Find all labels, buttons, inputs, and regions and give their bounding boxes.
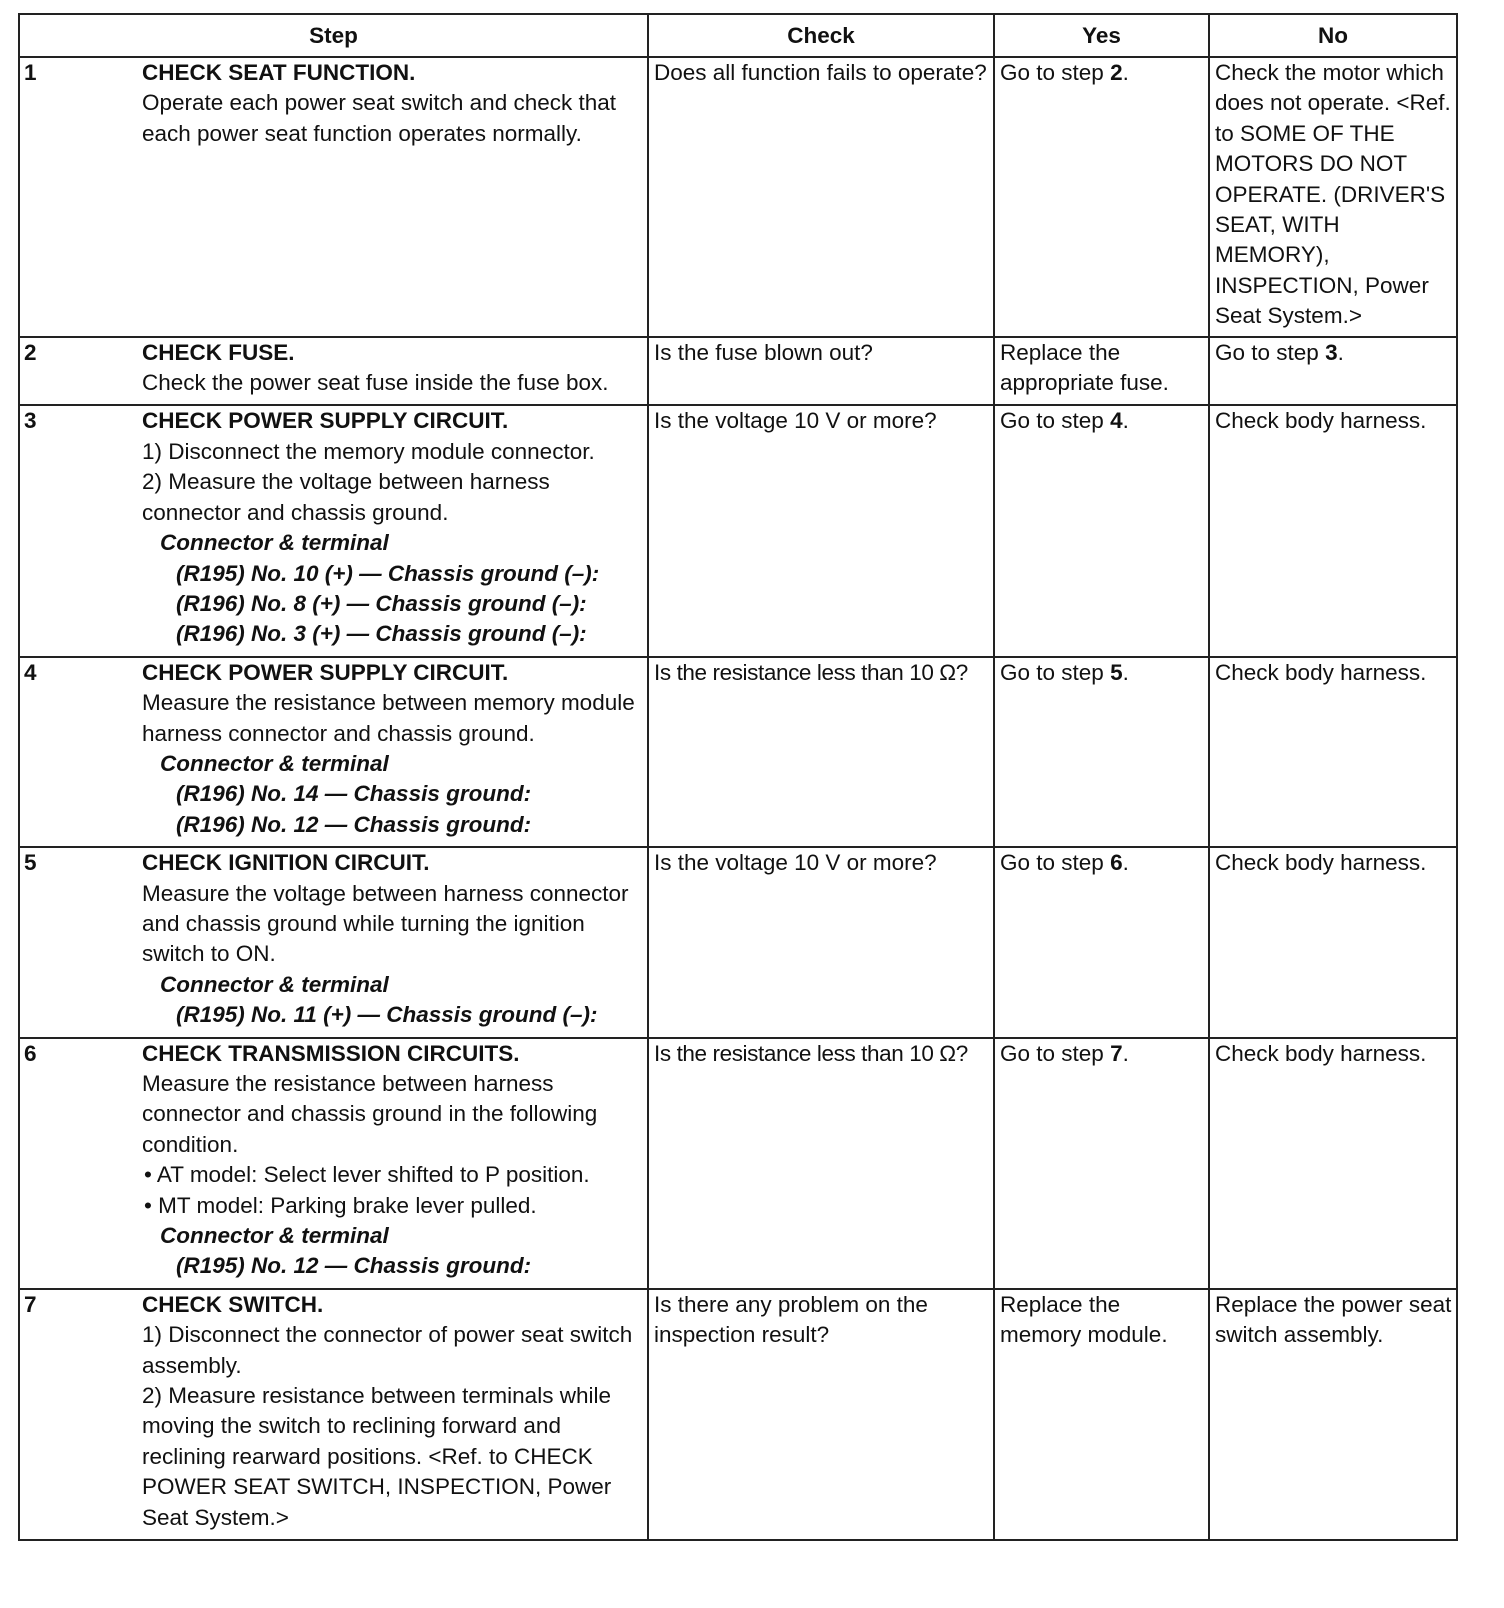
yes-step-ref: 6 — [1110, 850, 1123, 876]
check-cell: Does all function fails to operate? — [648, 57, 994, 337]
table-row — [19, 405, 1457, 656]
diagnostic-procedure-document — [18, 13, 1456, 1541]
yes-cell — [994, 847, 1209, 1037]
step-number: 2 — [19, 337, 136, 406]
header-step: Step — [19, 14, 648, 57]
no-prefix: Go to step — [1215, 339, 1326, 365]
no-step-ref: 3 — [1325, 339, 1338, 365]
table-row — [19, 337, 1457, 406]
step-body: Operate each power seat switch and check that each power seat function operates normally. — [142, 90, 617, 146]
no-cell: Check the motor which does not operate. <Ref. to SOME OF THE MOTORS DO NOT OPERATE. (DRIVER'S SEAT, WITH MEMORY), INSPECTION, Power Seat System.> — [1209, 57, 1457, 337]
yes-prefix: Go to step — [1000, 850, 1111, 876]
bullet-item: • MT model: Parking brake lever pulled. — [144, 1192, 537, 1218]
header-no: No — [1209, 14, 1457, 57]
connector-terminal-label: Connector & terminal — [160, 971, 389, 997]
terminal-spec: (R196) No. 3 (+) — Chassis ground (–): — [176, 621, 587, 647]
yes-suffix: . — [1122, 408, 1129, 434]
step-cell — [136, 657, 648, 847]
step-number: 4 — [19, 657, 136, 847]
yes-suffix: . — [1122, 60, 1129, 85]
yes-prefix: Go to step — [1000, 408, 1111, 434]
step-title: CHECK POWER SUPPLY CIRCUIT. — [142, 408, 509, 434]
step-number: 7 — [19, 1289, 136, 1540]
step-title: CHECK POWER SUPPLY CIRCUIT. — [142, 659, 509, 685]
step-substep: 2) Measure the voltage between harness connector and chassis ground. — [142, 469, 550, 525]
no-cell: Check body harness. — [1209, 1038, 1457, 1289]
terminal-spec: (R195) No. 11 (+) — Chassis ground (–): — [176, 1002, 598, 1028]
step-number: 3 — [19, 405, 136, 656]
header-check: Check — [648, 14, 994, 57]
step-substep: 1) Disconnect the connector of power seat switch assembly. — [142, 1322, 633, 1378]
yes-step-ref: 7 — [1110, 1040, 1123, 1066]
step-number: 5 — [19, 847, 136, 1037]
step-body: Check the power seat fuse inside the fuse box. — [142, 370, 609, 396]
yes-prefix: Go to step — [1000, 60, 1111, 85]
connector-terminal-label: Connector & terminal — [160, 750, 389, 776]
no-cell: Check body harness. — [1209, 847, 1457, 1037]
step-title: CHECK SWITCH. — [142, 1291, 324, 1317]
no-cell: Check body harness. — [1209, 405, 1457, 656]
yes-cell: Replace the memory module. — [994, 1289, 1209, 1540]
yes-suffix: . — [1122, 850, 1129, 876]
step-cell — [136, 1038, 648, 1289]
step-title: CHECK IGNITION CIRCUIT. — [142, 850, 430, 876]
no-cell — [1209, 337, 1457, 406]
connector-terminal-label: Connector & terminal — [160, 530, 389, 556]
table-row — [19, 847, 1457, 1037]
check-cell: Is the resistance less than 10 Ω? — [648, 1038, 994, 1289]
table-row — [19, 1038, 1457, 1289]
check-cell: Is the voltage 10 V or more? — [648, 405, 994, 656]
yes-prefix: Go to step — [1000, 1040, 1111, 1066]
step-cell — [136, 847, 648, 1037]
terminal-spec: (R196) No. 8 (+) — Chassis ground (–): — [176, 590, 587, 616]
no-cell: Check body harness. — [1209, 657, 1457, 847]
step-body: Measure the resistance between harness connector and chassis ground in the following condition. — [142, 1071, 598, 1157]
check-cell: Is there any problem on the inspection result? — [648, 1289, 994, 1540]
yes-suffix: . — [1122, 659, 1129, 685]
check-cell: Is the voltage 10 V or more? — [648, 847, 994, 1037]
step-title: CHECK SEAT FUNCTION. — [142, 60, 416, 85]
no-cell: Replace the power seat switch assembly. — [1209, 1289, 1457, 1540]
check-cell: Is the fuse blown out? — [648, 337, 994, 406]
step-substep: 1) Disconnect the memory module connector. — [142, 438, 595, 464]
step-body: Measure the voltage between harness connector and chassis ground while turning the ignition switch to ON. — [142, 880, 629, 967]
step-cell — [136, 57, 648, 337]
step-number: 1 — [19, 57, 136, 337]
yes-cell — [994, 657, 1209, 847]
check-cell: Is the resistance less than 10 Ω? — [648, 657, 994, 847]
diagnostic-table — [18, 13, 1458, 1541]
yes-cell — [994, 57, 1209, 337]
header-yes: Yes — [994, 14, 1209, 57]
step-cell — [136, 405, 648, 656]
yes-cell — [994, 405, 1209, 656]
no-suffix: . — [1337, 339, 1344, 365]
connector-terminal-label: Connector & terminal — [160, 1223, 389, 1249]
bullet-item: • AT model: Select lever shifted to P position. — [144, 1162, 590, 1188]
step-number: 6 — [19, 1038, 136, 1289]
terminal-spec: (R195) No. 12 — Chassis ground: — [176, 1253, 532, 1279]
table-row — [19, 57, 1457, 337]
step-substep: 2) Measure resistance between terminals while moving the switch to reclining forward and reclining rearward positions. <Ref. to CHECK POWER SEAT SWITCH, INSPECTION, Power Seat System.> — [142, 1383, 612, 1530]
yes-step-ref: 5 — [1110, 659, 1123, 685]
step-cell — [136, 337, 648, 406]
yes-cell: Replace the appropriate fuse. — [994, 337, 1209, 406]
table-row — [19, 657, 1457, 847]
terminal-spec: (R196) No. 14 — Chassis ground: — [176, 781, 532, 807]
header-row — [19, 14, 1457, 57]
step-title: CHECK FUSE. — [142, 339, 295, 365]
yes-suffix: . — [1122, 1040, 1129, 1066]
terminal-spec: (R195) No. 10 (+) — Chassis ground (–): — [176, 560, 600, 586]
terminal-spec: (R196) No. 12 — Chassis ground: — [176, 811, 532, 837]
yes-cell — [994, 1038, 1209, 1289]
yes-step-ref: 4 — [1110, 408, 1123, 434]
yes-step-ref: 2 — [1110, 60, 1123, 85]
table-row — [19, 1289, 1457, 1540]
step-body: Measure the resistance between memory module harness connector and chassis ground. — [142, 690, 635, 746]
step-title: CHECK TRANSMISSION CIRCUITS. — [142, 1040, 520, 1066]
step-cell — [136, 1289, 648, 1540]
yes-prefix: Go to step — [1000, 659, 1111, 685]
